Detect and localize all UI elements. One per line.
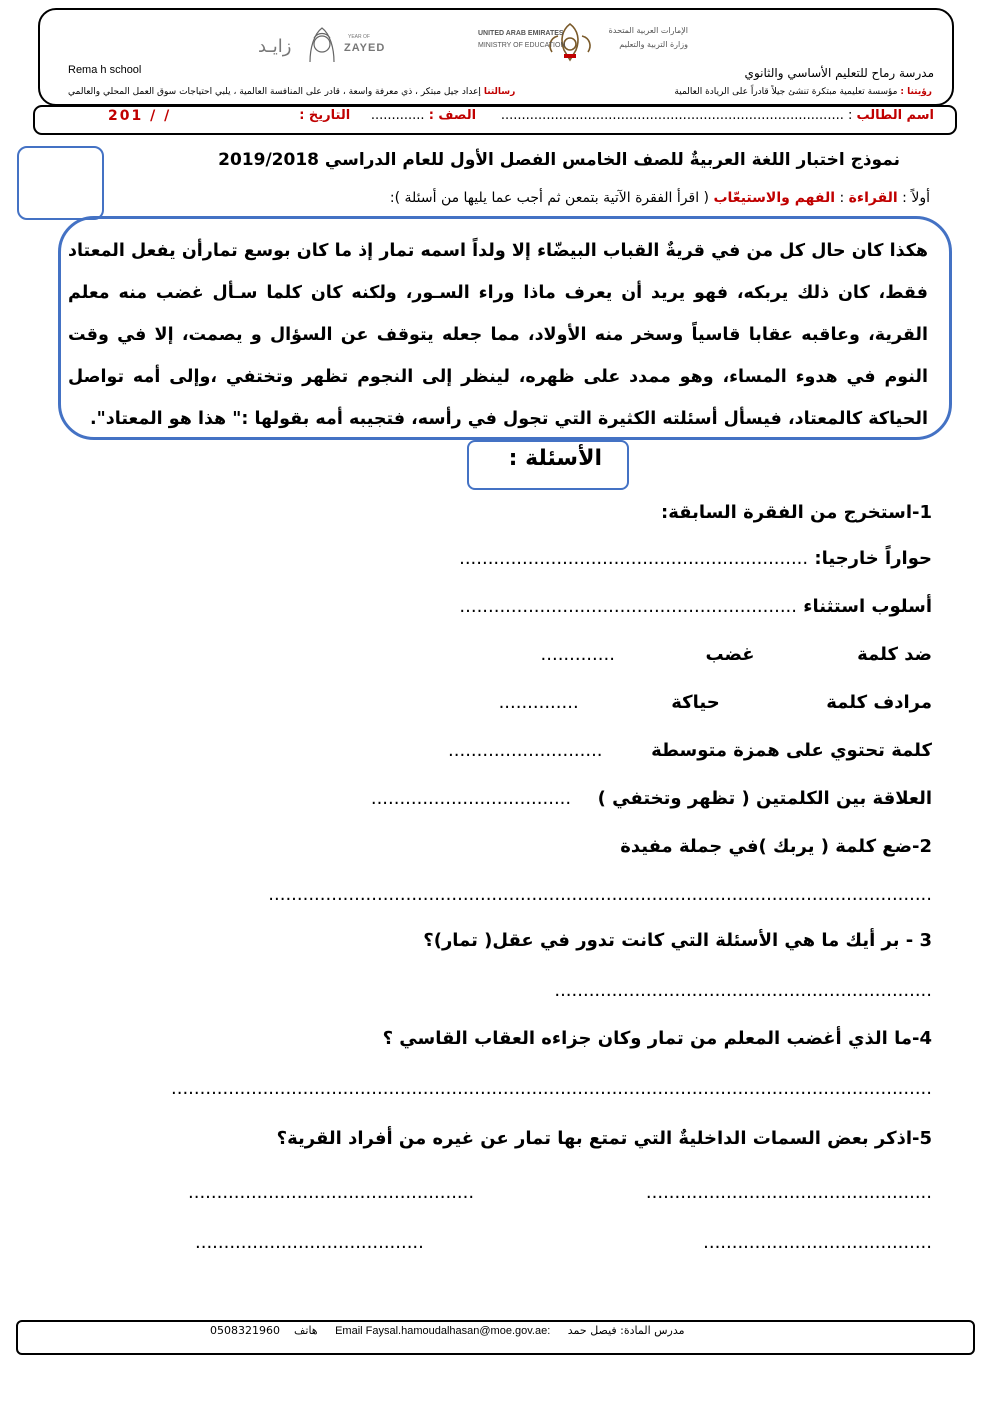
questions-heading: الأسئلة : xyxy=(508,446,602,471)
q1-hamza-label: كلمة تحتوي على همزة متوسطة xyxy=(651,740,932,761)
q1-antonym-word: غضب xyxy=(705,644,755,665)
q1-dialogue-answer[interactable]: ............................................................. xyxy=(459,548,809,569)
student-name-separator: : xyxy=(843,108,857,123)
zayed-english: ZAYED xyxy=(344,42,386,54)
q2-answer[interactable]: .................................................................................................................... xyxy=(268,884,932,905)
q5-answer-2a[interactable]: ........................................ xyxy=(703,1232,932,1253)
q5-answer-2b[interactable]: ........................................ xyxy=(195,1232,424,1253)
ministry-ar-line2: وزارة التربية والتعليم xyxy=(619,40,688,49)
q1-exception-row xyxy=(459,596,932,617)
zayed-arabic: زايـد xyxy=(258,36,292,57)
q1-antonym-label: ضد كلمة xyxy=(857,644,932,665)
footer-teacher: مدرس المادة: فيصل حمد xyxy=(567,1324,685,1337)
q1-antonym-answer[interactable]: ............. xyxy=(540,644,615,665)
ministry-ar-line1: الإمارات العربية المتحدة xyxy=(608,26,688,35)
school-name-arabic: مدرسة رماح للتعليم الأساسي والثانوي xyxy=(744,66,934,80)
q2-title: 2-ضع كلمة ( يربك )في جملة مفيدة xyxy=(620,836,932,857)
section-separator: : xyxy=(835,190,849,206)
ministry-en-line2: MINISTRY OF EDUCATION xyxy=(478,42,566,49)
q1-exception-label: أسلوب استثناء xyxy=(797,596,932,617)
section-heading xyxy=(390,190,930,206)
q1-relation-answer[interactable]: ................................... xyxy=(370,788,572,809)
ministry-logo xyxy=(478,16,688,66)
q1-synonym-label: مرادف كلمة xyxy=(826,692,932,713)
date-label: التاريخ : xyxy=(299,108,351,123)
q1-hamza-row xyxy=(448,740,932,761)
q5-answer-1a[interactable]: .................................................. xyxy=(645,1182,932,1203)
q5-answer-1b[interactable]: .................................................. xyxy=(188,1182,475,1203)
section-comprehension: الفهم والاستيعّاب xyxy=(713,190,836,206)
q1-synonym-word: حياكة xyxy=(671,692,720,713)
q1-relation-label: العلاقة بين الكلمتين ( تظهر وتختفي ) xyxy=(597,788,932,809)
q1-exception-answer[interactable]: ........................................................... xyxy=(459,596,797,617)
vision-statement xyxy=(674,87,932,97)
ministry-en-line1: UNITED ARAB EMIRATES xyxy=(478,30,564,37)
q3-title: 3 - بر أيك ما هي الأسئلة التي كانت تدور في عقل( تمار)؟ xyxy=(423,930,932,951)
footer-phone: 0508321960 xyxy=(210,1324,280,1337)
q3-answer[interactable]: .................................................................. xyxy=(554,980,932,1001)
mission-label: رسالتنا xyxy=(483,87,516,97)
q5-title: 5-اذكر بعض السمات الداخليةٌ التي تمتع بها تمار عن غيره من أفراد القرية؟ xyxy=(276,1128,932,1149)
section-reading: القراءة xyxy=(848,190,898,206)
date-field[interactable]: 201 / / xyxy=(108,108,172,124)
vision-text: مؤسسة تعليمية مبتكرة تنشئ جيلاً قادراً على الريادة العالمية xyxy=(674,87,898,97)
reading-passage: هكذا كان حال كل من في قريةٌ القباب البيضّاء إلا ولداً اسمه تمار إذ ما كان بوسع تمارأن يفعل المعتاد فقط، كان ذلك يربكه، فهو يريد أن يعرف ماذا وراء السـور، ولكنه كان كلما سـأل غضب منه معلم القرية، وعاقبه عقابا قاسياً وسخر منه الأولاد، مما جعله يتوقف عن السؤال و يصمت، إلا في وقت النوم في هدوء المساء، وهو ممدد على ظهره، لينظر إلى النجوم تظهر وتختفي ،وإلى أمه تواصل الحياكة كالمعتاد، فيسأل أسئلته الكثيرة التي تجول في رأسه، فتجيبه أمه بقولها :" هذا هو المعتاد". xyxy=(68,241,928,429)
class-label: الصف : xyxy=(428,108,477,123)
q1-dialogue-row xyxy=(459,548,932,569)
q4-answer[interactable]: ..................................................................................................................................... xyxy=(171,1078,932,1099)
zayed-portrait-icon xyxy=(304,22,340,66)
footer-contact xyxy=(210,1324,685,1337)
q1-dialogue-label: حواراً خارجيا: xyxy=(808,548,932,569)
mission-statement xyxy=(68,87,515,97)
q1-synonym-answer[interactable]: .............. xyxy=(498,692,579,713)
q4-title: 4-ما الذي أغضب المعلم من تمار وكان جزاءه العقاب القاسي ؟ xyxy=(382,1028,932,1049)
vision-label: رؤيتنا : xyxy=(900,87,932,97)
exam-title: نموذج اختبار اللغة العربيةٌ للصف الخامس الفصل الأول للعام الدراسي 2019/2018 xyxy=(218,150,900,170)
q1-antonym-row xyxy=(541,644,932,665)
footer-phone-label: هاتف xyxy=(294,1324,318,1337)
q1-relation-row xyxy=(371,788,932,809)
q1-synonym-row xyxy=(499,692,932,713)
footer-email: Email Faysal.hamoudalhasan@moe.gov.ae: xyxy=(335,1325,551,1337)
q1-title: 1-استخرج من الفقرة السابقة: xyxy=(661,502,932,523)
section-instruction: ( اقرأ الفقرة الآتية بتمعن ثم أجب عما يليها من أسئلة ): xyxy=(389,190,714,206)
zayed-year-of: YEAR OF xyxy=(348,34,370,40)
mission-text: إعداد جيل مبتكر ، ذي معرفة واسعة ، قادر على المنافسة العالمية ، يلبي احتياجات سوق العمل المحلي والعالمي xyxy=(68,87,481,97)
section-prefix: أولاً : xyxy=(897,190,930,206)
student-name-field[interactable]: ................................................................................... xyxy=(500,108,844,123)
q1-hamza-answer[interactable]: ........................... xyxy=(448,740,603,761)
grade-box[interactable] xyxy=(17,146,104,220)
school-name-english: Rema h school xyxy=(68,64,142,76)
student-name-label: اسم الطالب xyxy=(856,108,934,123)
class-field[interactable]: ............. xyxy=(370,108,429,123)
student-info-fields xyxy=(299,108,934,123)
year-of-zayed-logo xyxy=(258,22,396,66)
